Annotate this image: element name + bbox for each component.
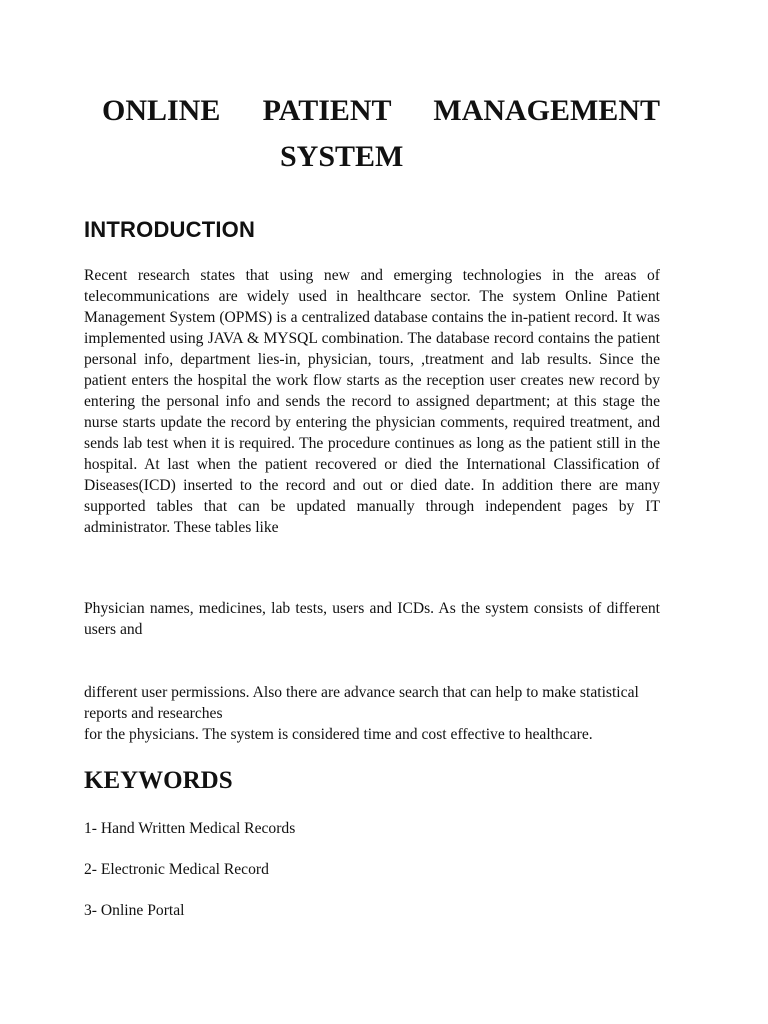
keywords-list bbox=[84, 818, 660, 941]
keyword-item: 1- Hand Written Medical Records bbox=[84, 820, 296, 837]
title-line-1: ONLINE PATIENT MANAGEMENT bbox=[102, 94, 660, 127]
introduction-paragraph-1: Recent research states that using new and emerging technologies in the areas of telecommunications are widely used in healthcare sector. The system Online Patient Management System (OPMS) is a centralized database contains the in-patient record. It was implemented using JAVA & MYSQL combination. The database record contains the patient personal info, department lies-in, physician, tours, ,treatment and lab results. Since the patient enters the hospital the work flow starts as the reception user creates new record by entering the personal info and sends the record to assigned department; at this stage the nurse starts update the record by entering the physician comments, required treatment, and sends lab test when it is required. The procedure continues as long as the patient still in the hospital. At last when the patient recovered or died the International Classification of Diseases(ICD) inserted to the record and out or died date. In addition there are many supported tables that can be updated manually through independent pages by IT administrator. These tables like bbox=[84, 267, 660, 536]
paragraph-3-line-1: different user permissions. Also there are advance search that can help to make statistical reports and researches bbox=[84, 684, 639, 722]
keyword-item: 2- Electronic Medical Record bbox=[84, 861, 269, 878]
introduction-paragraph-2: Physician names, medicines, lab tests, users and ICDs. As the system consists of different users and bbox=[84, 600, 660, 638]
introduction-heading: INTRODUCTION bbox=[84, 217, 256, 242]
introduction-paragraph-3 bbox=[84, 682, 660, 745]
document-title bbox=[84, 88, 678, 180]
keywords-heading: KEYWORDS bbox=[84, 767, 233, 794]
paragraph-3-line-2: for the physicians. The system is considered time and cost effective to healthcare. bbox=[84, 726, 593, 743]
title-line-2: SYSTEM bbox=[280, 140, 404, 173]
keyword-item: 3- Online Portal bbox=[84, 902, 185, 919]
